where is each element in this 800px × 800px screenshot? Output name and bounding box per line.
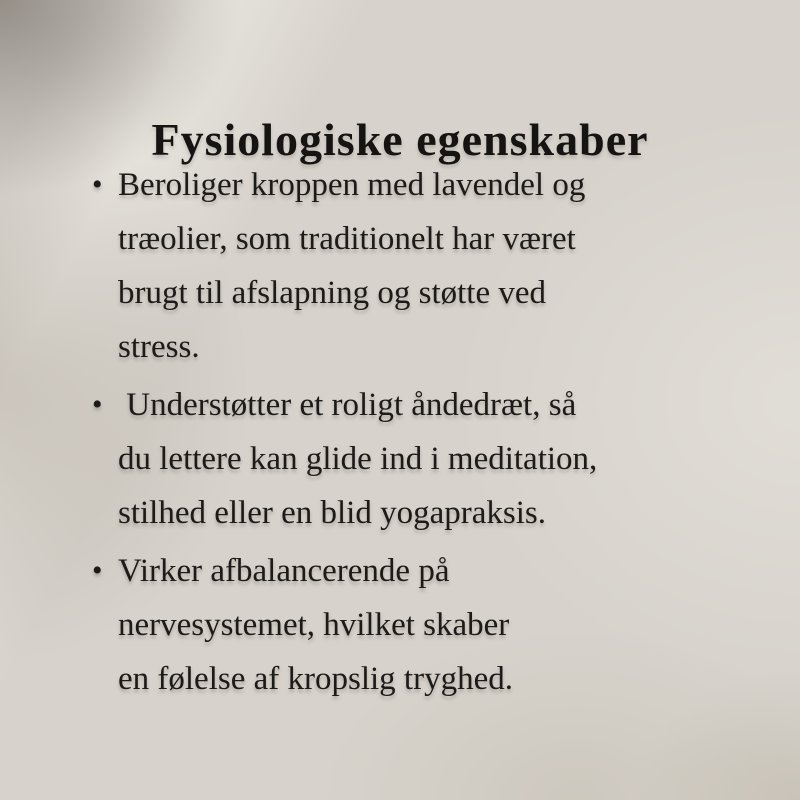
bullet-text-line: Virker afbalancerende på <box>118 553 450 589</box>
bullet-text-line: brugt til afslapning og støtte ved <box>118 275 547 311</box>
page-title: Fysiologiske egenskaber <box>151 113 649 165</box>
bullet-text-line: en følelse af kropslig tryghed. <box>118 661 513 697</box>
bullet-dot-icon: • <box>92 388 103 421</box>
bullet-text-line: du lettere kan glide ind i meditation, <box>118 441 598 477</box>
bullet-list <box>92 158 752 710</box>
list-item <box>92 544 752 706</box>
bullet-text-line: stilhed eller en blid yogapraksis. <box>118 495 546 531</box>
bullet-dot-icon: • <box>92 168 103 201</box>
bullet-text-line: nervesystemet, hvilket skaber <box>118 607 510 643</box>
list-item <box>92 378 752 540</box>
bullet-text <box>118 544 752 706</box>
bullet-text-line: stress. <box>118 329 200 365</box>
list-item <box>92 158 752 374</box>
bullet-dot-icon: • <box>92 554 103 587</box>
bullet-text-line: træolier, som traditionelt har været <box>118 221 576 257</box>
bullet-text-line: Understøtter et roligt åndedræt, så <box>118 387 577 423</box>
bullet-text-line: Beroliger kroppen med lavendel og <box>118 167 586 203</box>
bullet-text <box>118 378 752 540</box>
bullet-text <box>118 158 752 374</box>
